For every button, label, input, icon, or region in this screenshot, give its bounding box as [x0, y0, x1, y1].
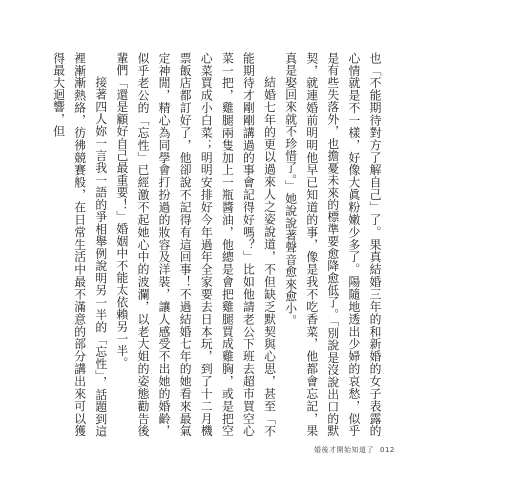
paragraph: 結婚七年的更以過來人之姿說道，不但缺乏默契與心思，甚至「不能期待才剛剛講過的事會記得好嗎？」比如他請老公下班去超市買空心菜一把，雞腿兩隻加上一瓶醬油，他總是會把雞腿買成雞胸，或是把空心菜買成小白菜；明明安排好今年過年全家要去日本玩，到了十二月機票飯店都訂好了，他卻說不記得有這回事！不過結婚七年的她看來最氣定神閒，精心為同學會打扮過的妝容及洋裝，讓人感受不出她的婚齡，似乎老公的「忘性」已經激不起她心中的波瀾，以老大姐的姿態勸告後輩們「還是顧好自己最重要！」婚姻中不能太依賴另一半。: [114, 52, 277, 437]
page-number: 012: [380, 446, 395, 454]
running-title: 婚後才開始知道了: [314, 446, 374, 454]
page-footer: [314, 444, 395, 456]
paragraph: 也「不能期待對方了解自己」了。果真結婚三年的和新婚的女子表露的心情就是不一樣，好像大眞粉嫩少多了。陽隨地透出少婦的哀愁，似乎是有些失落外，也擔憂未來的標準要愈降愈低了。「別說是沒說出口的默契，就連婚前明明他早已知道的事，像是我不吃香菜，他都會忘記，果真是娶回來就不珍惜了。」她說說著聲音愈來愈小。: [283, 52, 382, 437]
body-text: [51, 52, 385, 437]
paragraph: 接著四人妳一言我一語的爭相舉例說明另一半的「忘性」，話題到這裡漸漸熱絡，彷彿競賽般，在日常生活中最不滿意的部分講出來可以獲得最大迴響，但: [51, 52, 108, 437]
